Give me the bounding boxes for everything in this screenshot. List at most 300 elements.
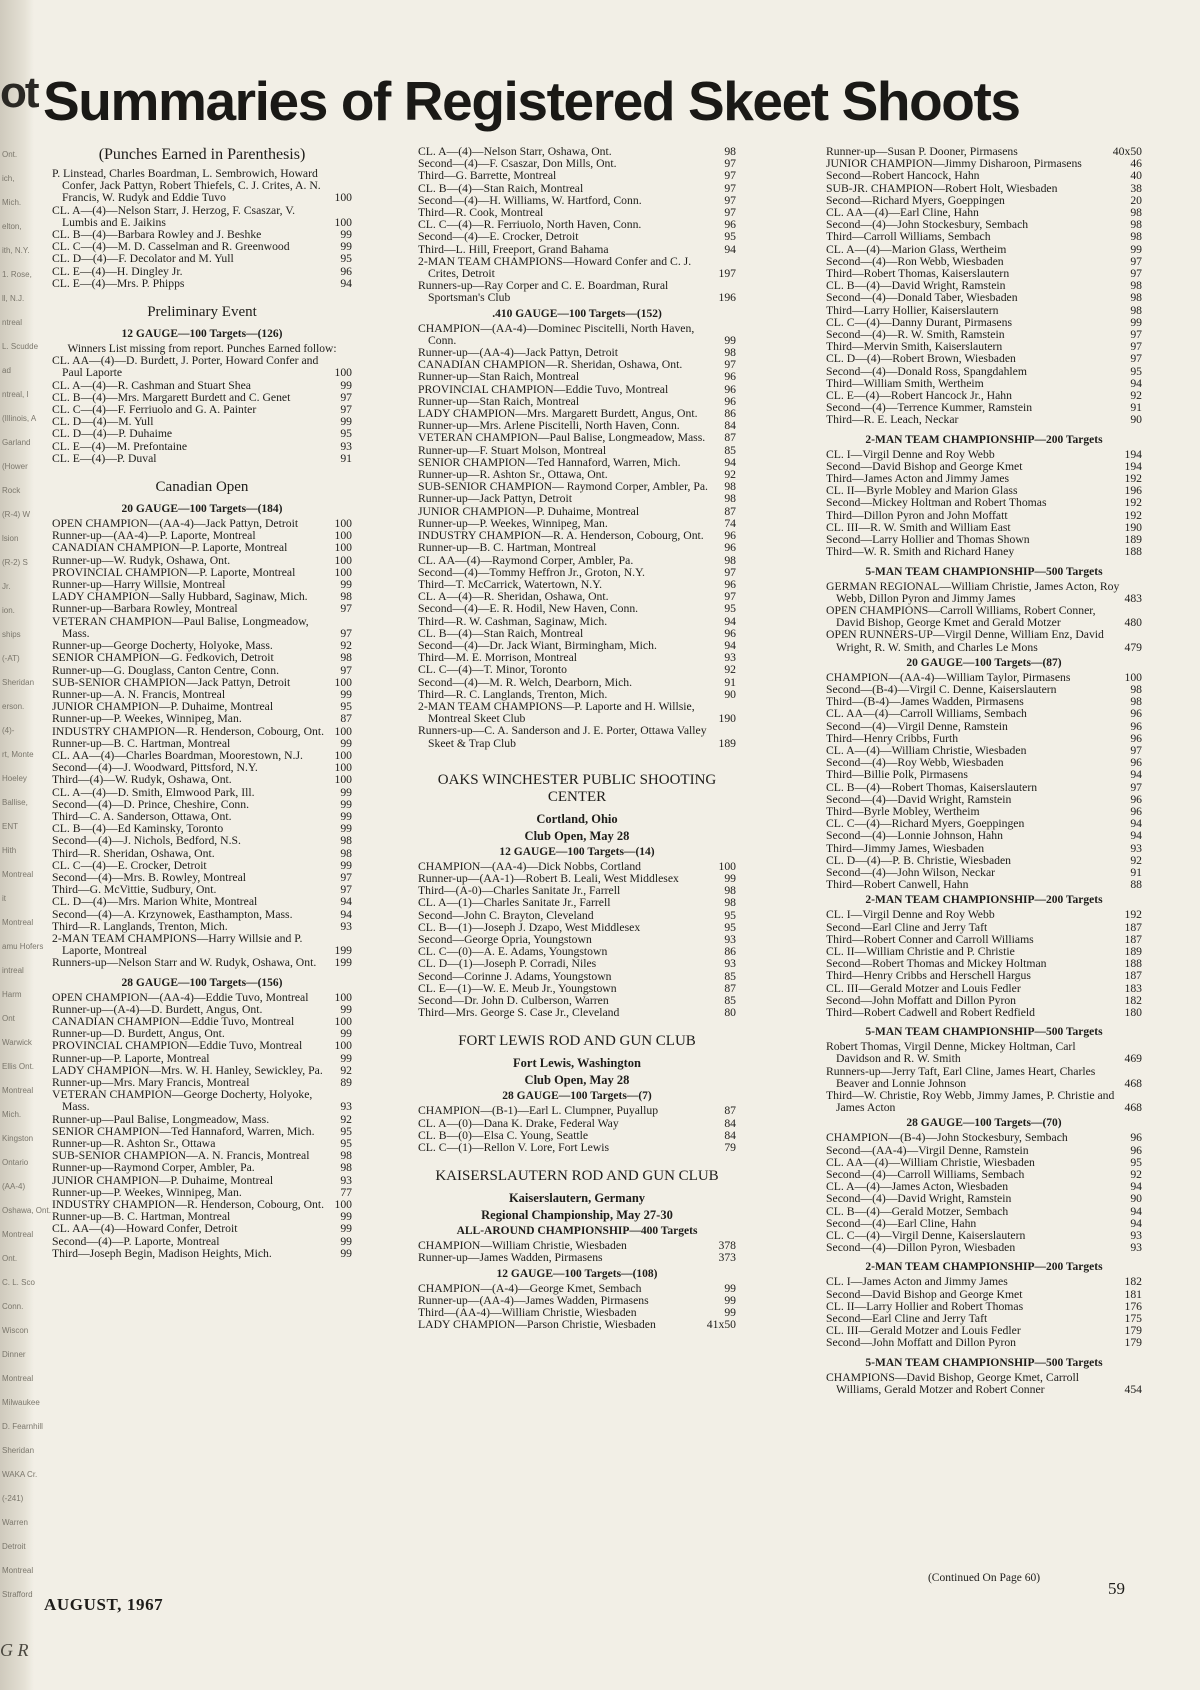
entry-text: Second—(4)—Dillon Pyron, Wiesbaden xyxy=(826,1241,1016,1255)
event-heading: 5-MAN TEAM CHAMPIONSHIP—500 Targets xyxy=(865,1026,1103,1039)
entry-text: 2-MAN TEAM CHAMPIONS—P. Laporte and H. Willsie, Montreal Skeet Club xyxy=(418,699,695,726)
result-entry xyxy=(52,726,352,738)
entry-text: CL. B—(0)—Elsa C. Young, Seattle xyxy=(418,1128,589,1142)
entry-score: 98 xyxy=(724,553,736,567)
entry-text: CL. B—(4)—David Wright, Ramstein xyxy=(826,279,1006,293)
entry-score: 99 xyxy=(340,415,352,429)
gutter-text-fragment: Montreal xyxy=(2,870,34,879)
entry-text: CL. B—(4)—Robert Thomas, Kaiserslautern xyxy=(826,780,1038,794)
result-entry xyxy=(418,371,736,383)
result-entry xyxy=(418,897,736,909)
entry-text: Second—John Moffatt and Dillon Pyron xyxy=(826,993,1017,1007)
entry-score: 40x50 xyxy=(1112,145,1142,158)
entry-text: Second—(4)—Dr. Jack Wiant, Birmingham, Mich. xyxy=(418,638,657,652)
result-entry xyxy=(52,355,352,379)
entry-text: CL. A—(1)—Charles Sanitate Jr., Farrell xyxy=(418,896,611,910)
result-entry xyxy=(52,835,352,847)
result-entry xyxy=(826,970,1142,982)
entry-text: CL. AA—(4)—Howard Confer, Detroit xyxy=(52,1222,238,1236)
entry-score: 96 xyxy=(724,382,736,396)
gutter-text-fragment: elton, xyxy=(2,222,22,231)
spacer xyxy=(418,758,736,766)
gutter-text-fragment: ith, N.Y. xyxy=(2,246,30,255)
entry-score: 96 xyxy=(1130,804,1142,818)
entry-score: 100 xyxy=(334,529,352,543)
gutter-text-fragment: (Illinois, A xyxy=(2,414,37,423)
result-entry xyxy=(826,1145,1142,1157)
result-entry xyxy=(52,428,352,440)
entry-text: Third—G. Barrette, Montreal xyxy=(418,169,557,183)
entry-text: Third—R. C. Langlands, Trenton, Mich. xyxy=(418,687,608,701)
facing-page-gutter xyxy=(0,0,51,1690)
entry-text: Second—(4)—Tommy Heffron Jr., Groton, N.Y. xyxy=(418,565,645,579)
result-entry xyxy=(826,922,1142,934)
gutter-text-fragment: ll, N.J. xyxy=(2,294,25,303)
result-entry xyxy=(418,555,736,567)
result-entry xyxy=(52,957,352,969)
result-entry xyxy=(418,1319,736,1331)
entry-text: Runner-up—Stan Raich, Montreal xyxy=(418,370,580,384)
entry-score: 97 xyxy=(724,590,736,604)
section-subheading: Regional Championship, May 27-30 xyxy=(481,1208,673,1223)
entry-text: Third—James Acton and Jimmy James xyxy=(826,472,1010,486)
entry-text: INDUSTRY CHAMPION—R. Henderson, Cobourg, Ont. xyxy=(52,724,325,738)
entry-text: Runner-up—(AA-4)—James Wadden, Pirmasens xyxy=(418,1293,649,1307)
entry-text: CL. D—(4)—Mrs. Marion White, Montreal xyxy=(52,895,258,909)
gutter-text-fragment: L. Scudde xyxy=(2,342,39,351)
entry-score: 99 xyxy=(340,240,352,254)
section-heading: OAKS WINCHESTER PUBLIC SHOOTING CENTER xyxy=(437,771,717,805)
entry-score: 97 xyxy=(1130,254,1142,268)
column-3 xyxy=(826,146,1142,1396)
gutter-text-fragment: Ont xyxy=(2,1014,15,1023)
entry-text: Third—R. Cook, Montreal xyxy=(418,206,544,220)
entry-score: 98 xyxy=(340,1161,352,1175)
result-entry xyxy=(826,1276,1142,1288)
entry-text: CL. I—Virgil Denne and Roy Webb xyxy=(826,447,995,461)
result-entry xyxy=(418,971,736,983)
entry-text: Runner-up—R. Ashton Sr., Ottawa xyxy=(52,1137,216,1151)
entry-score: 87 xyxy=(340,712,352,726)
entry-text: Third—(B-4)—James Wadden, Pirmasens xyxy=(826,695,1024,709)
facing-page-footer-fragment: G R xyxy=(0,1640,29,1660)
section-subheading: Club Open, May 28 xyxy=(524,828,630,843)
entry-text: CL. E—(4)—M. Prefontaine xyxy=(52,439,188,453)
entry-score: 99 xyxy=(340,1234,352,1248)
entry-text: Second—Robert Thomas and Mickey Holtman xyxy=(826,957,1047,971)
entry-score: 95 xyxy=(340,1137,352,1151)
gutter-text-fragment: Hoeley xyxy=(2,774,27,783)
entry-score: 90 xyxy=(1130,1192,1142,1206)
entry-text: OPEN CHAMPIONS—Carroll Williams, Robert Conner, David Bishop, George Kmet and Gerald Motzer xyxy=(826,603,1096,630)
entry-text: PROVINCIAL CHAMPION—Eddie Tuvo, Montreal xyxy=(418,382,669,396)
entry-text: JUNIOR CHAMPION—P. Duhaime, Montreal xyxy=(418,504,640,518)
entry-text: LADY CHAMPION—Parson Christie, Wiesbaden xyxy=(418,1318,656,1332)
entry-text: P. Linstead, Charles Boardman, L. Sembrowich, Howard Confer, Jack Pattyn, Robert Thiefels, C. J. Crites, A. N. Francis, W. Rudyk and Eddie Tuvo xyxy=(52,167,321,205)
entry-text: Second—John C. Brayton, Cleveland xyxy=(418,908,594,922)
entry-score: 97 xyxy=(340,883,352,897)
event-heading: 12 GAUGE—100 Targets—(108) xyxy=(496,1267,658,1280)
entry-text: Third—Henry Cribbs and Herschell Hargus xyxy=(826,969,1031,983)
gutter-text-fragment: Hith xyxy=(2,846,17,855)
entry-text: Second—(4)—Ron Webb, Wiesbaden xyxy=(826,254,1004,268)
entry-score: 94 xyxy=(1130,1204,1142,1218)
entry-text: CL. D—(4)—P. B. Christie, Wiesbaden xyxy=(826,853,1012,867)
result-entry xyxy=(52,168,352,205)
gutter-text-fragment: intreal xyxy=(2,966,24,975)
entry-score: 93 xyxy=(340,439,352,453)
entry-score: 93 xyxy=(1130,841,1142,855)
result-entry xyxy=(826,546,1142,558)
entry-text: SUB-SENIOR CHAMPION—Jack Pattyn, Detroit xyxy=(52,675,291,689)
entry-score: 97 xyxy=(1130,743,1142,757)
entry-score: 97 xyxy=(724,206,736,220)
entry-score: 98 xyxy=(1130,695,1142,709)
entry-score: 98 xyxy=(724,480,736,494)
result-entry xyxy=(418,1283,736,1295)
gutter-text-fragment: (4)- xyxy=(2,726,15,735)
gutter-text-fragment: ENT xyxy=(2,822,18,831)
entry-text: Second—(4)—Donald Taber, Wiesbaden xyxy=(826,291,1018,305)
entry-score: 74 xyxy=(724,516,736,530)
entry-score: 192 xyxy=(1124,908,1142,922)
entry-text: CL. C—(4)—Richard Myers, Goeppingen xyxy=(826,817,1025,831)
entry-text: Second—(4)—A. Krzynowek, Easthampton, Mass. xyxy=(52,907,293,921)
result-entry xyxy=(418,616,736,628)
result-entry xyxy=(418,231,736,243)
entry-text: CHAMPIONS—David Bishop, George Kmet, Carroll Williams, Gerald Motzer and Robert Conner xyxy=(826,1370,1079,1396)
entry-score: 100 xyxy=(334,675,352,689)
entry-text: CL. II—William Christie and P. Christie xyxy=(826,944,1015,958)
entry-text: JUNIOR CHAMPION—P. Duhaime, Montreal xyxy=(52,700,274,714)
gutter-text-fragment: ad xyxy=(2,366,11,375)
entry-score: 86 xyxy=(724,407,736,421)
entry-score: 90 xyxy=(724,687,736,701)
entry-text: Third—Byrle Mobley, Wertheim xyxy=(826,804,980,818)
result-entry xyxy=(826,170,1142,182)
entry-score: 99 xyxy=(340,1222,352,1236)
entry-text: CL. A—(4)—William Christie, Wiesbaden xyxy=(826,743,1027,757)
entry-score: 99 xyxy=(340,858,352,872)
entry-score: 94 xyxy=(340,895,352,909)
entry-score: 199 xyxy=(334,944,352,958)
entry-text: Runner-up—A. N. Francis, Montreal xyxy=(52,687,226,701)
entry-text: CL. B—(4)—Gerald Motzer, Sembach xyxy=(826,1204,1009,1218)
result-entry xyxy=(826,305,1142,317)
entry-text: Second—(4)—R. W. Smith, Ramstein xyxy=(826,328,1005,342)
entry-text: Third—Jimmy James, Wiesbaden xyxy=(826,841,985,855)
event-heading: 20 GAUGE—100 Targets—(87) xyxy=(906,656,1062,669)
entry-score: 92 xyxy=(340,639,352,653)
entry-score: 100 xyxy=(334,517,352,531)
result-entry xyxy=(826,843,1142,855)
gutter-text-fragment: ntreal xyxy=(2,318,23,327)
entry-score: 194 xyxy=(1124,447,1142,461)
event-heading: 28 GAUGE—100 Targets—(156) xyxy=(121,976,283,989)
entry-score: 99 xyxy=(724,871,736,885)
result-entry xyxy=(418,1007,736,1019)
entry-text: CL. AA—(4)—D. Burdett, J. Porter, Howard Confer and Paul Laporte xyxy=(52,354,319,380)
result-entry xyxy=(418,603,736,615)
entry-text: Second—(4)—D. Prince, Cheshire, Conn. xyxy=(52,797,250,811)
entry-text: Second—(4)—H. Williams, W. Hartford, Conn. xyxy=(418,193,642,207)
entry-text: Third—Larry Hollier, Kaiserslautern xyxy=(826,303,999,317)
result-entry xyxy=(826,1206,1142,1218)
entry-score: 94 xyxy=(340,276,352,290)
result-entry xyxy=(418,542,736,554)
entry-score: 93 xyxy=(340,1173,352,1187)
section-heading: (Punches Earned in Parenthesis) xyxy=(98,146,306,163)
entry-score: 95 xyxy=(340,700,352,714)
result-entry xyxy=(52,652,352,664)
entry-text: Third—L. Hill, Freeport, Grand Bahama xyxy=(418,242,609,256)
result-entry xyxy=(826,353,1142,365)
entry-score: 46 xyxy=(1130,157,1142,171)
result-entry xyxy=(52,992,352,1004)
entry-text: Second—Richard Myers, Goeppingen xyxy=(826,193,1005,207)
entry-score: 187 xyxy=(1124,969,1142,983)
gutter-text-fragment: Montreal xyxy=(2,918,34,927)
entry-score: 96 xyxy=(1130,756,1142,770)
entry-score: 196 xyxy=(718,291,736,305)
entry-score: 92 xyxy=(1130,853,1142,867)
entry-score: 90 xyxy=(1130,413,1142,427)
gutter-text-fragment: Ontario xyxy=(2,1158,29,1167)
gutter-text-fragment: Montreal xyxy=(2,1230,34,1239)
gutter-text-fragment: Garland xyxy=(2,438,31,447)
entry-text: OPEN RUNNERS-UP—Virgil Denne, William Enz, David Wright, R. W. Smith, and Charles Le Mons xyxy=(826,628,1104,654)
entry-text: VETERAN CHAMPION—George Docherty, Holyoke, Mass. xyxy=(52,1088,313,1114)
entry-text: Second—(4)—David Wright, Ramstein xyxy=(826,1192,1012,1206)
entry-text: LADY CHAMPION—Sally Hubbard, Saginaw, Mich. xyxy=(52,590,308,604)
entry-score: 469 xyxy=(1124,1052,1142,1066)
entry-text: Second—(4)—E. Crocker, Detroit xyxy=(418,230,579,244)
event-heading: 12 GAUGE—100 Targets—(126) xyxy=(121,328,283,341)
entry-score: 97 xyxy=(340,403,352,417)
entry-text: Second—George Opria, Youngstown xyxy=(418,932,592,946)
entry-score: 378 xyxy=(718,1239,736,1253)
result-entry xyxy=(52,453,352,465)
entry-score: 98 xyxy=(724,896,736,910)
entry-score: 97 xyxy=(724,169,736,183)
entry-score: 95 xyxy=(1130,1155,1142,1169)
entry-text: CL. C—(0)—A. E. Adams, Youngstown xyxy=(418,945,608,959)
result-entry xyxy=(826,183,1142,195)
entry-score: 95 xyxy=(340,1124,352,1138)
entry-text: CL. A—(4)—R. Sheridan, Oshawa, Ont. xyxy=(418,590,609,604)
event-heading: .410 GAUGE—100 Targets—(152) xyxy=(492,307,662,320)
entry-score: 91 xyxy=(1130,865,1142,879)
entry-score: 99 xyxy=(340,1051,352,1065)
entry-text: Second—(4)—David Wright, Ramstein xyxy=(826,792,1012,806)
entry-score: 93 xyxy=(724,932,736,946)
entry-text: CHAMPION—(B-4)—John Stockesbury, Sembach xyxy=(826,1131,1068,1145)
entry-score: 93 xyxy=(724,957,736,971)
spacer xyxy=(418,1154,736,1162)
entry-score: 197 xyxy=(718,267,736,281)
entry-text: SUB-SENIOR CHAMPION— Raymond Corper, Ambler, Pa. xyxy=(418,480,708,494)
entry-text: CL. B—(1)—Joseph J. Dzapo, West Middlesex xyxy=(418,920,641,934)
entry-score: 96 xyxy=(1130,731,1142,745)
entry-score: 95 xyxy=(724,920,736,934)
result-entry xyxy=(418,256,736,280)
section-heading: KAISERSLAUTERN ROD AND GUN CLUB xyxy=(435,1168,719,1185)
entry-text: Third—R. Sheridan, Oshawa, Ont. xyxy=(52,846,215,860)
entry-score: 189 xyxy=(1124,533,1142,547)
entry-text: Second—(4)—P. Laporte, Montreal xyxy=(52,1234,220,1248)
entry-text: Third—C. A. Sanderson, Ottawa, Ont. xyxy=(52,809,232,823)
entry-score: 96 xyxy=(1130,1131,1142,1145)
entry-score: 187 xyxy=(1124,932,1142,946)
event-heading: 5-MAN TEAM CHAMPIONSHIP—500 Targets xyxy=(865,565,1103,578)
entry-text: Third—Joseph Begin, Madison Heights, Mich. xyxy=(52,1246,272,1260)
entry-text: Third—(AA-4)—William Christie, Wiesbaden xyxy=(418,1306,637,1320)
entry-text: CL. A—(4)—R. Cashman and Stuart Shea xyxy=(52,378,251,392)
entry-score: 98 xyxy=(1130,682,1142,696)
issue-date-folio: AUGUST, 1967 xyxy=(44,1595,164,1614)
entry-text: Second—Robert Hancock, Hahn xyxy=(826,169,980,183)
entry-text: Third—(A-0)—Charles Sanitate Jr., Farrell xyxy=(418,884,621,898)
gutter-text-fragment: Ont. xyxy=(2,1254,18,1263)
entry-text: CHAMPION—(AA-4)—Dominec Piscitelli, North Haven, Conn. xyxy=(418,321,695,347)
result-entry xyxy=(826,721,1142,733)
gutter-text-fragment: (AA-4) xyxy=(2,1182,26,1191)
entry-text: CL. B—(4)—Stan Raich, Montreal xyxy=(418,181,584,195)
entry-score: 95 xyxy=(340,252,352,266)
gutter-text-fragment: Montreal xyxy=(2,1374,34,1383)
entry-score: 91 xyxy=(724,675,736,689)
result-entry xyxy=(826,1193,1142,1205)
entry-score: 96 xyxy=(1130,1143,1142,1157)
entry-score: 180 xyxy=(1124,1006,1142,1019)
continued-note: (Continued On Page 60) xyxy=(927,1572,1041,1584)
gutter-text-fragment: Ellis Ont. xyxy=(2,1062,35,1071)
entry-score: 85 xyxy=(724,443,736,457)
entry-score: 85 xyxy=(724,969,736,983)
entry-text: Third—Mervin Smith, Kaiserslautern xyxy=(826,340,1003,354)
entry-text: CL. A—(4)—Nelson Starr, J. Herzog, F. Csaszar, V. Lumbis and E. Jaikins xyxy=(52,203,296,229)
entry-text: Second—(4)—M. R. Welch, Dearborn, Mich. xyxy=(418,675,633,689)
result-entry xyxy=(826,1066,1142,1090)
entry-score: 84 xyxy=(724,419,736,433)
result-entry xyxy=(826,581,1142,605)
entry-text: Runner-up—Harry Willsie, Montreal xyxy=(52,578,226,592)
entry-score: 92 xyxy=(724,663,736,677)
entry-text: Runner-up—Susan P. Dooner, Pirmasens xyxy=(826,145,1018,158)
entry-text: JUNIOR CHAMPION—Jimmy Disharoon, Pirmasens xyxy=(826,157,1082,171)
entry-score: 94 xyxy=(1130,1216,1142,1230)
entry-score: 93 xyxy=(724,651,736,665)
entry-text: CL. AA—(4)—Charles Boardman, Moorestown, N.J. xyxy=(52,748,303,762)
report-note: Winners List missing from report. Punches Earned follow: xyxy=(67,343,337,356)
entry-score: 100 xyxy=(334,1198,352,1212)
entry-score: 100 xyxy=(334,748,352,762)
result-entry xyxy=(826,1041,1142,1065)
entry-score: 192 xyxy=(1124,508,1142,522)
entry-text: CL. A—(4)—Marion Glass, Wertheim xyxy=(826,242,1007,256)
result-entry xyxy=(826,769,1142,781)
result-entry xyxy=(418,280,736,304)
gutter-text-fragment: ion. xyxy=(2,606,15,615)
entry-score: 97 xyxy=(340,602,352,616)
entry-score: 189 xyxy=(718,736,736,750)
entry-score: 99 xyxy=(340,1027,352,1041)
entry-text: CL. D—(4)—P. Duhaime xyxy=(52,427,173,441)
entry-score: 94 xyxy=(1130,1180,1142,1194)
entry-text: Second—(4)—Lonnie Johnson, Hahn xyxy=(826,829,1003,843)
gutter-text-fragment: Harm xyxy=(2,990,22,999)
event-heading: 12 GAUGE—100 Targets—(14) xyxy=(499,845,655,858)
spacer xyxy=(52,290,352,298)
entry-score: 100 xyxy=(334,366,352,380)
entry-score: 77 xyxy=(340,1185,352,1199)
entry-text: CL. III—Gerald Motzer and Louis Fedler xyxy=(826,981,1021,995)
entry-score: 97 xyxy=(340,870,352,884)
entry-score: 99 xyxy=(340,822,352,836)
entry-score: 96 xyxy=(340,264,352,278)
entry-text: CL. C—(4)—R. Ferriuolo, North Haven, Conn. xyxy=(418,218,642,232)
entry-text: Second—(4)—Earl Cline, Hahn xyxy=(826,1216,977,1230)
section-subheading: Club Open, May 28 xyxy=(524,1073,630,1088)
gutter-text-fragment: (R-2) S xyxy=(2,558,28,567)
entry-text: VETERAN CHAMPION—Paul Balise, Longmeadow, Mass. xyxy=(418,431,706,445)
result-entry xyxy=(52,278,352,290)
gutter-text-fragment: Sheridan xyxy=(2,1446,35,1455)
event-heading: 28 GAUGE—100 Targets—(70) xyxy=(906,1117,1062,1130)
entry-score: 99 xyxy=(340,228,352,242)
entry-score: 99 xyxy=(340,1246,352,1260)
entry-score: 84 xyxy=(724,1128,736,1142)
entry-text: Third—R. Langlands, Trenton, Mich. xyxy=(52,919,228,933)
entry-text: Runner-up—Paul Balise, Longmeadow, Mass. xyxy=(52,1112,270,1126)
entry-score: 98 xyxy=(340,1149,352,1163)
entry-score: 87 xyxy=(724,431,736,445)
result-entry xyxy=(52,848,352,860)
entry-score: 84 xyxy=(724,1116,736,1130)
entry-text: CL. C—(1)—Rellon V. Lore, Fort Lewis xyxy=(418,1141,610,1154)
result-entry xyxy=(418,323,736,347)
entry-score: 94 xyxy=(1130,376,1142,390)
result-entry xyxy=(52,665,352,677)
entry-score: 454 xyxy=(1124,1382,1142,1396)
gutter-text-fragment: Dinner xyxy=(2,1350,26,1359)
entry-score: 100 xyxy=(334,1039,352,1053)
result-entry xyxy=(52,266,352,278)
result-entry xyxy=(826,1242,1142,1254)
result-entry xyxy=(418,183,736,195)
entry-text: Second—Corinne J. Adams, Youngstown xyxy=(418,969,612,983)
entry-score: 98 xyxy=(1130,303,1142,317)
gutter-text-fragment: Conn. xyxy=(2,1302,24,1311)
entry-score: 94 xyxy=(340,907,352,921)
entry-score: 86 xyxy=(724,945,736,959)
entry-text: Runner-up—Jack Pattyn, Detroit xyxy=(418,492,572,506)
entry-text: Second—(4)—Virgil Denne, Ramstein xyxy=(826,719,1008,733)
entry-text: Runner-up—James Wadden, Pirmasens xyxy=(418,1251,603,1265)
entry-score: 92 xyxy=(340,1063,352,1077)
entry-text: Runner-up—(AA-1)—Robert B. Leali, West Middlesex xyxy=(418,871,679,885)
entry-text: CL. I—Virgil Denne and Roy Webb xyxy=(826,908,995,922)
entry-text: Second—David Bishop and George Kmet xyxy=(826,1287,1023,1301)
entry-score: 97 xyxy=(1130,328,1142,342)
entry-text: Second—(4)—John Stockesbury, Sembach xyxy=(826,218,1029,232)
entry-text: CHAMPION—(B-1)—Earl L. Clumpner, Puyallup xyxy=(418,1104,659,1118)
entry-text: CANADIAN CHAMPION—P. Laporte, Montreal xyxy=(52,541,288,555)
result-entry xyxy=(52,713,352,725)
entry-score: 100 xyxy=(334,761,352,775)
result-entry xyxy=(826,1090,1142,1114)
result-entry xyxy=(826,629,1142,653)
